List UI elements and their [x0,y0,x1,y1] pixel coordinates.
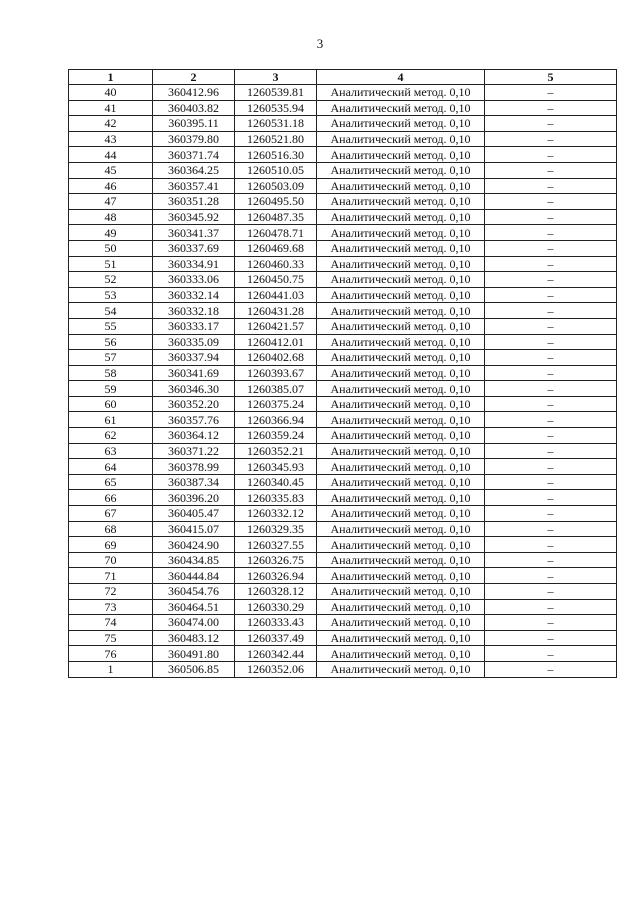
method-cell: Аналитический метод. 0,10 [317,568,485,584]
x-coordinate-cell: 360491.80 [153,646,235,662]
point-number-cell: 54 [69,303,153,319]
method-cell: Аналитический метод. 0,10 [317,256,485,272]
x-coordinate-cell: 360337.69 [153,240,235,256]
table-row [69,178,617,194]
table-row [69,116,617,132]
x-coordinate-cell: 360364.12 [153,428,235,444]
table-row [69,630,617,646]
point-number-cell: 60 [69,396,153,412]
point-number-cell: 69 [69,537,153,553]
y-coordinate-cell: 1260326.75 [235,552,317,568]
header-col-5: 5 [485,70,617,85]
table-row [69,552,617,568]
method-cell: Аналитический метод. 0,10 [317,459,485,475]
method-cell: Аналитический метод. 0,10 [317,100,485,116]
header-col-3: 3 [235,70,317,85]
note-cell: – [485,381,617,397]
point-number-cell: 65 [69,474,153,490]
note-cell: – [485,334,617,350]
x-coordinate-cell: 360341.37 [153,225,235,241]
table-row [69,506,617,522]
method-cell: Аналитический метод. 0,10 [317,287,485,303]
y-coordinate-cell: 1260393.67 [235,365,317,381]
method-cell: Аналитический метод. 0,10 [317,303,485,319]
x-coordinate-cell: 360345.92 [153,209,235,225]
point-number-cell: 71 [69,568,153,584]
x-coordinate-cell: 360334.91 [153,256,235,272]
point-number-cell: 73 [69,599,153,615]
x-coordinate-cell: 360387.34 [153,474,235,490]
method-cell: Аналитический метод. 0,10 [317,318,485,334]
y-coordinate-cell: 1260535.94 [235,100,317,116]
x-coordinate-cell: 360357.41 [153,178,235,194]
y-coordinate-cell: 1260478.71 [235,225,317,241]
y-coordinate-cell: 1260335.83 [235,490,317,506]
method-cell: Аналитический метод. 0,10 [317,162,485,178]
y-coordinate-cell: 1260412.01 [235,334,317,350]
table-row [69,615,617,631]
y-coordinate-cell: 1260327.55 [235,537,317,553]
method-cell: Аналитический метод. 0,10 [317,334,485,350]
note-cell: – [485,428,617,444]
table-row [69,537,617,553]
note-cell: – [485,287,617,303]
y-coordinate-cell: 1260352.21 [235,443,317,459]
x-coordinate-cell: 360351.28 [153,194,235,210]
x-coordinate-cell: 360332.18 [153,303,235,319]
point-number-cell: 55 [69,318,153,334]
method-cell: Аналитический метод. 0,10 [317,599,485,615]
x-coordinate-cell: 360474.00 [153,615,235,631]
note-cell: – [485,474,617,490]
method-cell: Аналитический метод. 0,10 [317,85,485,101]
x-coordinate-cell: 360405.47 [153,506,235,522]
table-row [69,147,617,163]
table-row [69,396,617,412]
note-cell: – [485,599,617,615]
method-cell: Аналитический метод. 0,10 [317,443,485,459]
note-cell: – [485,552,617,568]
y-coordinate-cell: 1260345.93 [235,459,317,475]
method-cell: Аналитический метод. 0,10 [317,412,485,428]
note-cell: – [485,490,617,506]
note-cell: – [485,256,617,272]
table-row [69,240,617,256]
note-cell: – [485,116,617,132]
x-coordinate-cell: 360335.09 [153,334,235,350]
x-coordinate-cell: 360454.76 [153,584,235,600]
x-coordinate-cell: 360371.74 [153,147,235,163]
method-cell: Аналитический метод. 0,10 [317,474,485,490]
note-cell: – [485,506,617,522]
point-number-cell: 63 [69,443,153,459]
table-row [69,599,617,615]
method-cell: Аналитический метод. 0,10 [317,537,485,553]
table-row [69,194,617,210]
x-coordinate-cell: 360415.07 [153,521,235,537]
point-number-cell: 70 [69,552,153,568]
note-cell: – [485,303,617,319]
y-coordinate-cell: 1260431.28 [235,303,317,319]
note-cell: – [485,459,617,475]
method-cell: Аналитический метод. 0,10 [317,272,485,288]
note-cell: – [485,661,617,677]
point-number-cell: 64 [69,459,153,475]
method-cell: Аналитический метод. 0,10 [317,615,485,631]
point-number-cell: 59 [69,381,153,397]
header-col-1: 1 [69,70,153,85]
x-coordinate-cell: 360434.85 [153,552,235,568]
x-coordinate-cell: 360378.99 [153,459,235,475]
method-cell: Аналитический метод. 0,10 [317,396,485,412]
x-coordinate-cell: 360464.51 [153,599,235,615]
y-coordinate-cell: 1260487.35 [235,209,317,225]
table-row [69,412,617,428]
y-coordinate-cell: 1260366.94 [235,412,317,428]
method-cell: Аналитический метод. 0,10 [317,552,485,568]
y-coordinate-cell: 1260340.45 [235,474,317,490]
table-row [69,381,617,397]
table-row [69,521,617,537]
y-coordinate-cell: 1260450.75 [235,272,317,288]
point-number-cell: 1 [69,661,153,677]
page-number: 3 [316,36,324,51]
x-coordinate-cell: 360333.06 [153,272,235,288]
table-row [69,131,617,147]
table-body [69,85,617,678]
note-cell: – [485,646,617,662]
note-cell: – [485,568,617,584]
x-coordinate-cell: 360396.20 [153,490,235,506]
method-cell: Аналитический метод. 0,10 [317,225,485,241]
table-row [69,272,617,288]
method-cell: Аналитический метод. 0,10 [317,428,485,444]
method-cell: Аналитический метод. 0,10 [317,584,485,600]
point-number-cell: 75 [69,630,153,646]
y-coordinate-cell: 1260385.07 [235,381,317,397]
x-coordinate-cell: 360395.11 [153,116,235,132]
note-cell: – [485,147,617,163]
y-coordinate-cell: 1260352.06 [235,661,317,677]
table-row [69,256,617,272]
y-coordinate-cell: 1260332.12 [235,506,317,522]
y-coordinate-cell: 1260460.33 [235,256,317,272]
method-cell: Аналитический метод. 0,10 [317,178,485,194]
x-coordinate-cell: 360412.96 [153,85,235,101]
x-coordinate-cell: 360444.84 [153,568,235,584]
x-coordinate-cell: 360506.85 [153,661,235,677]
point-number-cell: 56 [69,334,153,350]
note-cell: – [485,225,617,241]
y-coordinate-cell: 1260329.35 [235,521,317,537]
method-cell: Аналитический метод. 0,10 [317,381,485,397]
method-cell: Аналитический метод. 0,10 [317,147,485,163]
point-number-cell: 47 [69,194,153,210]
note-cell: – [485,240,617,256]
y-coordinate-cell: 1260531.18 [235,116,317,132]
x-coordinate-cell: 360424.90 [153,537,235,553]
table-row [69,85,617,101]
y-coordinate-cell: 1260375.24 [235,396,317,412]
method-cell: Аналитический метод. 0,10 [317,350,485,366]
table-row [69,428,617,444]
x-coordinate-cell: 360333.17 [153,318,235,334]
note-cell: – [485,396,617,412]
table-header-row [69,70,617,85]
x-coordinate-cell: 360357.76 [153,412,235,428]
x-coordinate-cell: 360337.94 [153,350,235,366]
y-coordinate-cell: 1260441.03 [235,287,317,303]
note-cell: – [485,318,617,334]
note-cell: – [485,85,617,101]
point-number-cell: 44 [69,147,153,163]
method-cell: Аналитический метод. 0,10 [317,209,485,225]
point-number-cell: 57 [69,350,153,366]
header-col-2: 2 [153,70,235,85]
note-cell: – [485,584,617,600]
point-number-cell: 49 [69,225,153,241]
note-cell: – [485,162,617,178]
y-coordinate-cell: 1260337.49 [235,630,317,646]
method-cell: Аналитический метод. 0,10 [317,131,485,147]
point-number-cell: 41 [69,100,153,116]
method-cell: Аналитический метод. 0,10 [317,646,485,662]
note-cell: – [485,365,617,381]
point-number-cell: 51 [69,256,153,272]
note-cell: – [485,630,617,646]
note-cell: – [485,194,617,210]
table-row [69,443,617,459]
y-coordinate-cell: 1260469.68 [235,240,317,256]
y-coordinate-cell: 1260402.68 [235,350,317,366]
y-coordinate-cell: 1260539.81 [235,85,317,101]
note-cell: – [485,521,617,537]
y-coordinate-cell: 1260510.05 [235,162,317,178]
method-cell: Аналитический метод. 0,10 [317,521,485,537]
table-row [69,568,617,584]
table-row [69,365,617,381]
point-number-cell: 72 [69,584,153,600]
method-cell: Аналитический метод. 0,10 [317,365,485,381]
method-cell: Аналитический метод. 0,10 [317,490,485,506]
y-coordinate-cell: 1260359.24 [235,428,317,444]
y-coordinate-cell: 1260330.29 [235,599,317,615]
note-cell: – [485,178,617,194]
x-coordinate-cell: 360352.20 [153,396,235,412]
point-number-cell: 50 [69,240,153,256]
header-col-4: 4 [317,70,485,85]
point-number-cell: 46 [69,178,153,194]
table-row [69,287,617,303]
y-coordinate-cell: 1260503.09 [235,178,317,194]
point-number-cell: 74 [69,615,153,631]
x-coordinate-cell: 360483.12 [153,630,235,646]
y-coordinate-cell: 1260421.57 [235,318,317,334]
note-cell: – [485,443,617,459]
coordinates-table [68,69,617,678]
table-row [69,100,617,116]
y-coordinate-cell: 1260495.50 [235,194,317,210]
note-cell: – [485,615,617,631]
point-number-cell: 53 [69,287,153,303]
table-row [69,661,617,677]
note-cell: – [485,131,617,147]
point-number-cell: 68 [69,521,153,537]
table-row [69,646,617,662]
x-coordinate-cell: 360403.82 [153,100,235,116]
point-number-cell: 76 [69,646,153,662]
point-number-cell: 67 [69,506,153,522]
y-coordinate-cell: 1260333.43 [235,615,317,631]
table-row [69,162,617,178]
note-cell: – [485,209,617,225]
note-cell: – [485,350,617,366]
note-cell: – [485,537,617,553]
note-cell: – [485,272,617,288]
point-number-cell: 40 [69,85,153,101]
point-number-cell: 42 [69,116,153,132]
table-row [69,318,617,334]
table-row [69,584,617,600]
table-row [69,490,617,506]
method-cell: Аналитический метод. 0,10 [317,630,485,646]
note-cell: – [485,412,617,428]
table-row [69,474,617,490]
x-coordinate-cell: 360341.69 [153,365,235,381]
x-coordinate-cell: 360332.14 [153,287,235,303]
x-coordinate-cell: 360364.25 [153,162,235,178]
table-row [69,303,617,319]
note-cell: – [485,100,617,116]
method-cell: Аналитический метод. 0,10 [317,116,485,132]
x-coordinate-cell: 360379.80 [153,131,235,147]
table-row [69,334,617,350]
point-number-cell: 62 [69,428,153,444]
table-row [69,350,617,366]
y-coordinate-cell: 1260328.12 [235,584,317,600]
table-row [69,225,617,241]
point-number-cell: 52 [69,272,153,288]
point-number-cell: 58 [69,365,153,381]
point-number-cell: 45 [69,162,153,178]
y-coordinate-cell: 1260521.80 [235,131,317,147]
table-row [69,209,617,225]
x-coordinate-cell: 360371.22 [153,443,235,459]
point-number-cell: 48 [69,209,153,225]
method-cell: Аналитический метод. 0,10 [317,661,485,677]
y-coordinate-cell: 1260342.44 [235,646,317,662]
method-cell: Аналитический метод. 0,10 [317,506,485,522]
method-cell: Аналитический метод. 0,10 [317,194,485,210]
point-number-cell: 43 [69,131,153,147]
table-row [69,459,617,475]
y-coordinate-cell: 1260516.30 [235,147,317,163]
x-coordinate-cell: 360346.30 [153,381,235,397]
point-number-cell: 66 [69,490,153,506]
point-number-cell: 61 [69,412,153,428]
y-coordinate-cell: 1260326.94 [235,568,317,584]
method-cell: Аналитический метод. 0,10 [317,240,485,256]
